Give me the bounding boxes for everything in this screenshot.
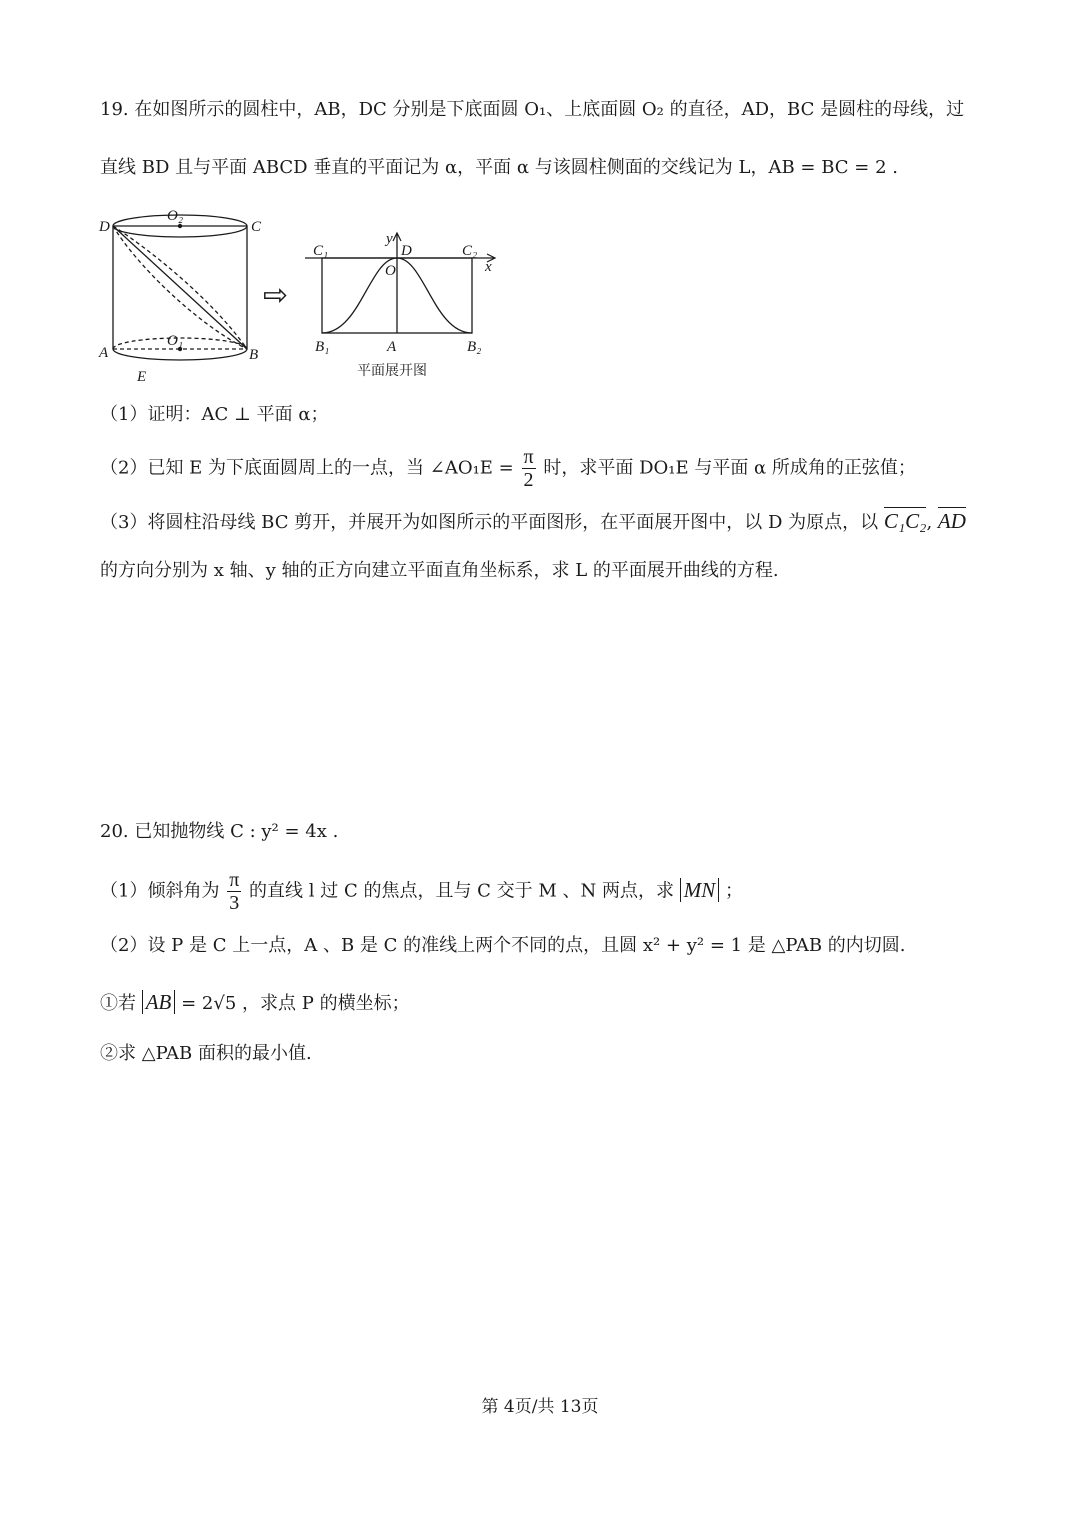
q20-part1 <box>100 869 743 914</box>
q20-sub1-before: ①若 <box>100 993 136 1014</box>
label-b2: B₂ <box>467 339 482 355</box>
q19-part3-before: （3）将圆柱沿母线 BC 剪开，并展开为如图所示的平面图形，在平面展开图中，以 D 为原点，以 <box>100 512 879 533</box>
label-e: E <box>137 369 147 383</box>
q20-part1-after: ； <box>724 880 743 902</box>
fraction-denominator: 2 <box>523 469 534 491</box>
q19-part1: （1）证明：AC ⊥ 平面 α； <box>100 404 329 425</box>
q20-part1-mid: 的直线 l 过 C 的焦点，且与 C 交于 M 、N 两点，求 <box>249 880 675 902</box>
label-d: D <box>99 219 110 235</box>
unfold-caption: 平面展开图 <box>357 363 427 379</box>
abs-mn: MN <box>680 878 720 902</box>
unfold-arrow-icon: ⇨ <box>263 278 289 313</box>
q20-line1: 20. 已知抛物线 C : y² = 4x . <box>100 821 339 842</box>
label-o1: O₁ <box>167 333 184 349</box>
q19-figure <box>95 203 515 383</box>
fraction-numerator: π <box>523 446 534 468</box>
label-c: C <box>251 219 262 235</box>
abs-ab: AB <box>142 990 176 1014</box>
q19-line2: 直线 BD 且与平面 ABCD 垂直的平面记为 α，平面 α 与该圆柱侧面的交线记为 L，AB = BC = 2 . <box>100 157 898 178</box>
label-o: O <box>385 263 396 279</box>
label-c1: C₁ <box>313 243 329 259</box>
label-a: A <box>99 345 109 361</box>
fraction-denominator: 3 <box>229 892 240 914</box>
label-a-unfold: A <box>387 339 397 355</box>
label-d-unfold: D <box>401 243 412 259</box>
q20-part1-before: （1）倾斜角为 <box>100 880 220 902</box>
label-b1: B₁ <box>315 339 330 355</box>
q19-part3-line2: 的方向分别为 x 轴、y 轴的正方向建立平面直角坐标系，求 L 的平面展开曲线的方程. <box>100 560 779 581</box>
q19-part2-fraction <box>522 446 536 491</box>
q20-sub1-after: = 2√5 ，求点 P 的横坐标； <box>181 993 410 1014</box>
q19-part2-before: （2）已知 E 为下底面圆周上的一点，当 ∠AO₁E = <box>100 457 514 479</box>
q20-part1-fraction <box>227 869 241 914</box>
page-footer: 第 4页/共 13页 <box>481 1397 599 1417</box>
label-c2: C₂ <box>462 243 478 259</box>
q19-part3-line1: （3）将圆柱沿母线 BC 剪开，并展开为如图所示的平面图形，在平面展开图中，以 D 为原点，以 C₁C₂, AD <box>100 509 966 533</box>
fraction-numerator: π <box>229 869 240 891</box>
point-o2 <box>178 224 182 228</box>
label-b: B <box>249 347 259 363</box>
q20-part2: （2）设 P 是 C 上一点，A 、B 是 C 的准线上两个不同的点，且圆 x² + y² = 1 是 △PAB 的内切圆. <box>100 935 906 956</box>
q19-part2-after: 时，求平面 DO₁E 与平面 α 所成角的正弦值； <box>543 457 916 479</box>
q19-part2 <box>100 446 916 491</box>
q19-line1: 19. 在如图所示的圆柱中，AB，DC 分别是下底面圆 O₁、上底面圆 O₂ 的直径，AD，BC 是圆柱的母线，过 <box>100 99 965 120</box>
q20-sub2: ②求 △PAB 面积的最小值. <box>100 1043 312 1064</box>
label-y: y <box>386 231 393 247</box>
vector-c1c2: C₁C₂ <box>883 509 927 533</box>
vector-ad: AD <box>937 509 966 533</box>
q20-sub1 <box>100 988 410 1018</box>
label-o2: O₂ <box>167 208 184 224</box>
label-x: x <box>485 259 492 275</box>
